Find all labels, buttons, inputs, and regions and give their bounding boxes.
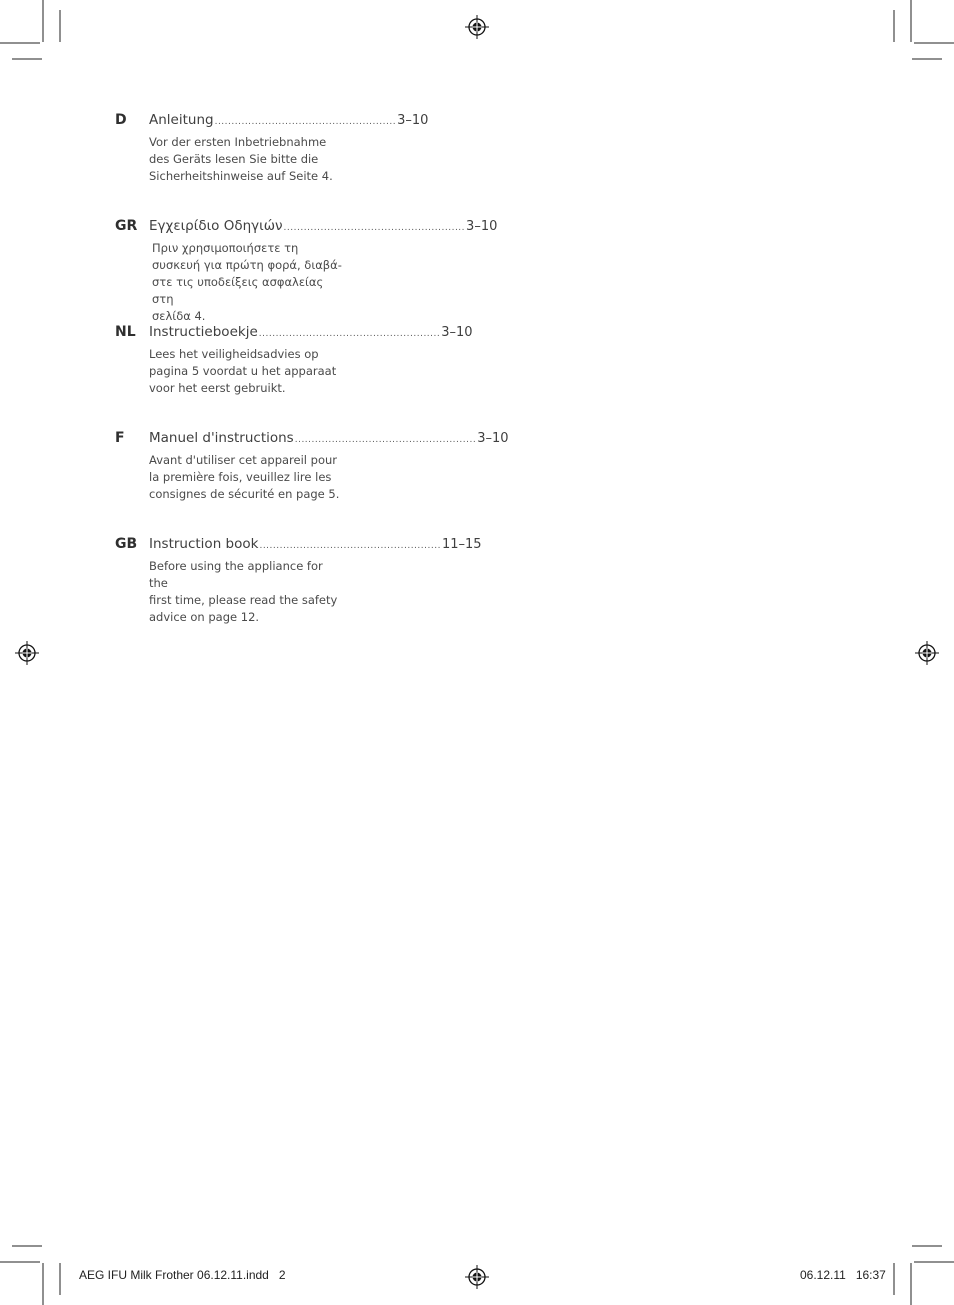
dot-leader: ...................................................... xyxy=(259,541,441,551)
description-line: Vor der ersten Inbetriebnahme xyxy=(149,135,327,149)
slug-filename: AEG IFU Milk Frother 06.12.11.indd 2 xyxy=(79,1268,286,1282)
description-line: pagina 5 voordat u het apparaat xyxy=(149,364,337,378)
language-code: D xyxy=(115,112,127,128)
toc-heading xyxy=(149,536,482,552)
toc-title: Instructieboekje xyxy=(149,324,258,340)
toc-description xyxy=(149,134,344,185)
toc-title: Εγχειρίδιο Οδηγιών xyxy=(149,218,283,234)
toc-pages: 3–10 xyxy=(441,325,473,340)
registration-mark-icon xyxy=(465,15,489,39)
description-line: advice on page 12. xyxy=(149,610,260,624)
registration-mark-icon xyxy=(465,1265,489,1289)
toc-heading xyxy=(149,112,429,128)
toc-description xyxy=(149,452,344,503)
language-code: F xyxy=(115,430,125,446)
toc-heading xyxy=(149,430,509,446)
description-line: des Geräts lesen Sie bitte die xyxy=(149,152,319,166)
description-line: Avant d'utiliser cet appareil pour xyxy=(149,453,337,467)
language-code: GR xyxy=(115,218,138,234)
toc-pages: 3–10 xyxy=(477,431,509,446)
toc-heading xyxy=(149,218,498,234)
description-line: συσκευή για πρώτη φορά, διαβά- xyxy=(152,258,342,272)
description-line: Lees het veiligheidsadvies op xyxy=(149,347,319,361)
registration-mark-icon xyxy=(15,641,39,665)
description-line: σελίδα 4. xyxy=(152,309,206,323)
toc-pages: 11–15 xyxy=(441,537,482,552)
description-line: στε τις υποδείξεις ασφαλείας στη xyxy=(152,275,324,306)
dot-leader: ...................................................... xyxy=(283,223,466,233)
dot-leader: ...................................................... xyxy=(258,329,441,339)
description-line: consignes de sécurité en page 5. xyxy=(149,487,340,501)
description-line: Before using the appliance for the xyxy=(149,559,323,590)
toc-pages: 3–10 xyxy=(466,219,498,234)
description-line: la première fois, veuillez lire les xyxy=(149,470,332,484)
dot-leader: ...................................................... xyxy=(214,117,397,127)
toc-title: Manuel d'instructions xyxy=(149,430,294,446)
toc-description xyxy=(152,240,347,325)
registration-mark-icon xyxy=(915,641,939,665)
language-code: GB xyxy=(115,536,138,552)
toc-title: Anleitung xyxy=(149,112,214,128)
slug-timestamp: 06.12.11 16:37 xyxy=(800,1268,886,1282)
toc-description xyxy=(149,558,344,626)
toc-pages: 3–10 xyxy=(397,113,429,128)
description-line: Πριν χρησιμοποιήσετε τη xyxy=(152,241,299,255)
description-line: Sicherheitshinweise auf Seite 4. xyxy=(149,169,333,183)
toc-title: Instruction book xyxy=(149,536,259,552)
language-code: NL xyxy=(115,324,136,340)
description-line: voor het eerst gebruikt. xyxy=(149,381,286,395)
dot-leader: ...................................................... xyxy=(294,435,477,445)
toc-description xyxy=(149,346,344,397)
toc-heading xyxy=(149,324,473,340)
description-line: first time, please read the safety xyxy=(149,593,338,607)
